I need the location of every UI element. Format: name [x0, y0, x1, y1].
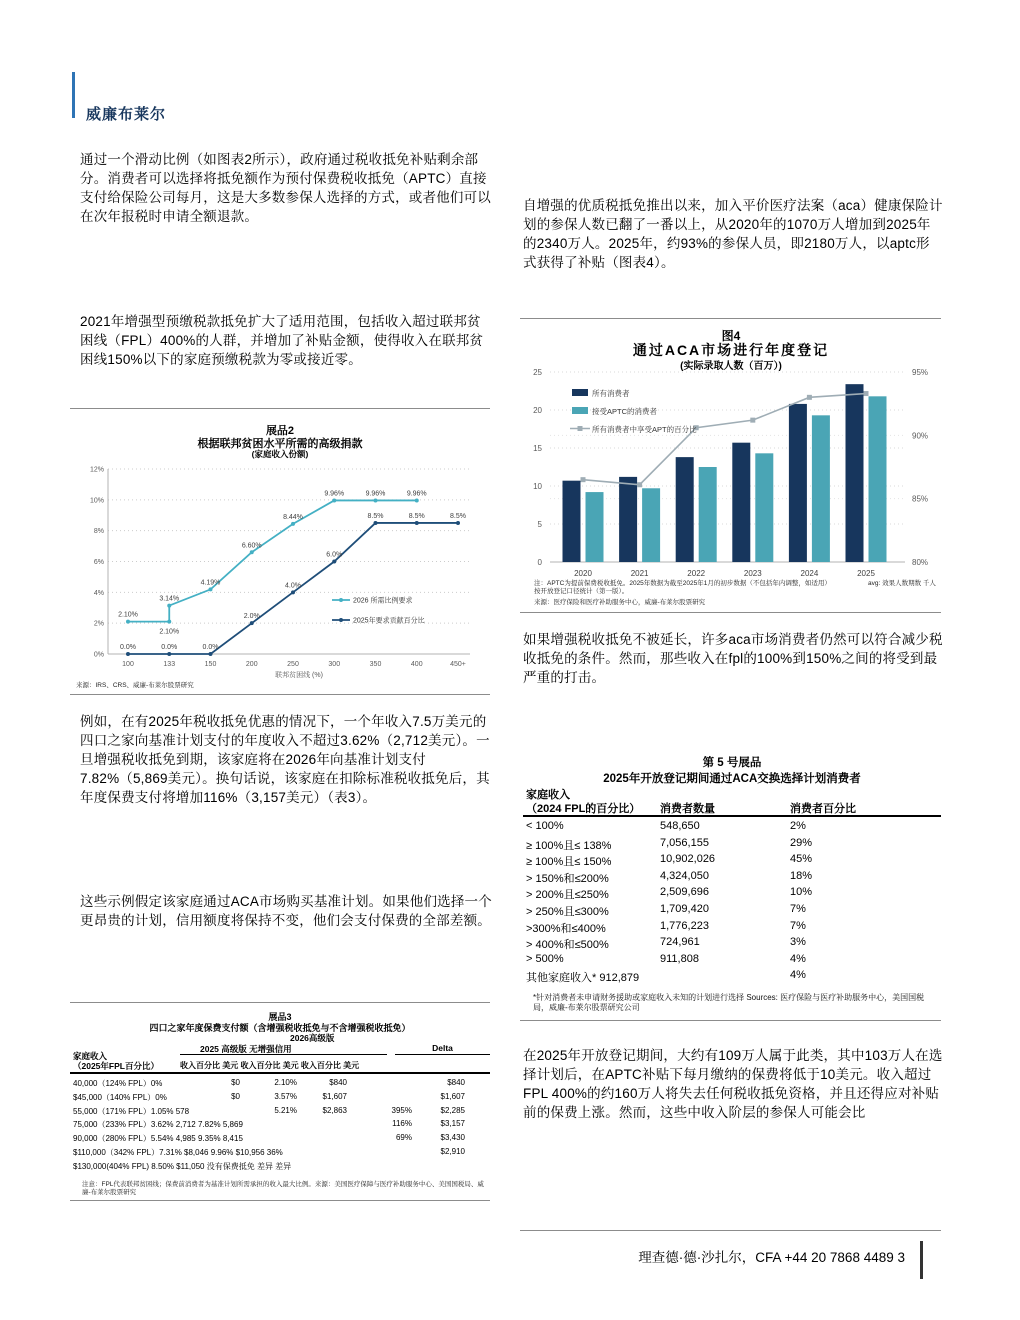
value-cell: $1,607	[322, 1091, 347, 1101]
income-range-cell: > 200%且≤250%	[526, 889, 609, 902]
figure4-title: 通过ACA市场进行年度登记	[632, 342, 830, 358]
svg-text:95%: 95%	[912, 368, 929, 377]
income-label-cell: 75,000（233% FPL）3.62% 2,712 7.82% 5,869	[73, 1120, 243, 1130]
exhibit2-subtitle: (家庭收入份额)	[251, 449, 309, 459]
consumer-pct-cell: 7%	[790, 903, 806, 915]
value-cell: 5.21%	[274, 1105, 297, 1115]
svg-text:300: 300	[328, 661, 341, 668]
value-cell: $840	[447, 1078, 465, 1087]
exhibit5-footnote: *针对消费者未申请财务援助或家庭收入未知的计划进行选择 Sources: 医疗保险与医疗补助服务中心，美国国税局，威廉-布莱尔股票研究公司	[533, 993, 925, 1012]
exhibit3-group-2026: 2026高级版	[290, 1033, 335, 1043]
left-paragraph-3: 例如，在有2025年税收抵免优惠的情况下，一个年收入7.5万美元的四口之家向基准计划支付的年度收入不超过3.62%（2,712美元）。一旦增强税收抵免到期，该家庭将在2026年向基准计划支付7.82%（5,869美元）。换句话说，该家庭在扣除标准税收抵免后，其年度保费支付将增加116%（3,157美元）（表3）。	[80, 714, 490, 805]
figure4-chart	[520, 362, 942, 578]
divider	[70, 1200, 490, 1201]
exhibit2-chart	[70, 460, 490, 682]
income-range-cell: ≥ 100%且≤ 138%	[526, 839, 612, 852]
exhibit5-header-income-2: （2024 FPL的百分比）	[526, 803, 641, 815]
svg-text:85%: 85%	[912, 494, 929, 504]
svg-text:2025: 2025	[857, 569, 875, 578]
svg-text:所有消费者: 所有消费者	[592, 389, 630, 398]
svg-text:200: 200	[245, 661, 258, 668]
exhibit3-label: 展品3	[268, 1012, 292, 1022]
svg-text:2.0%: 2.0%	[243, 613, 260, 621]
svg-text:6.60%: 6.60%	[241, 542, 262, 550]
group-underline	[180, 1054, 387, 1055]
figure4-note-right: avg: 效果人数期数 千人	[868, 580, 936, 587]
svg-text:15: 15	[533, 444, 542, 453]
income-range-cell: > 250%且≤300%	[526, 906, 609, 918]
value-cell: $0	[231, 1091, 240, 1101]
svg-text:所有消费者中享受APT的百分比: 所有消费者中享受APT的百分比	[592, 425, 697, 434]
svg-text:150: 150	[204, 661, 217, 668]
right-paragraph-2: 如果增强税收抵免不被延长，许多aca市场消费者仍然可以符合减少税收抵免的条件。然而，那些收入在fpl的100%到150%之间的将受到最严重的打击。	[523, 632, 943, 685]
value-cell: 116%	[392, 1119, 412, 1129]
svg-text:接受APTC的消费者: 接受APTC的消费者	[592, 407, 658, 416]
income-range-cell: >300%和≤400%	[526, 922, 606, 935]
consumer-count-cell: 10,902,026	[660, 853, 716, 866]
value-cell: $2,910	[440, 1147, 465, 1156]
exhibit3-header-income-1: 家庭收入	[73, 1051, 108, 1061]
svg-text:100: 100	[122, 661, 134, 668]
svg-text:9.96%: 9.96%	[365, 490, 386, 498]
svg-text:0.0%: 0.0%	[161, 644, 178, 651]
figure4-note: 注：APTC为提前保费税收抵免。2025年数据为截至2025年1月的初步数据（不包括年内调整，如适用）按开放登记口径统计（第一版）。	[534, 580, 831, 595]
svg-text:12%: 12%	[89, 466, 104, 474]
footer-divider	[520, 1230, 941, 1231]
consumer-count-cell: 7,056,155	[660, 836, 709, 849]
svg-text:10: 10	[533, 482, 542, 491]
svg-text:450+: 450+	[450, 661, 466, 668]
consumer-count-cell: 1,776,223	[660, 919, 709, 932]
exhibit5-header-qty: 消费者数量	[660, 803, 715, 815]
svg-text:80%: 80%	[912, 558, 929, 567]
consumer-pct-cell: 7%	[790, 919, 806, 932]
exhibit5-header-pct: 消费者百分比	[790, 803, 856, 815]
svg-text:4%: 4%	[93, 589, 104, 597]
left-paragraph-4: 这些示例假定该家庭通过ACA市场购买基准计划。如果他们选择一个更昂贵的计划，信用额度将保持不变，他们会支付保费的全部差额。	[80, 894, 492, 928]
consumer-pct-cell: 4%	[790, 969, 806, 982]
right-paragraph-3: 在2025年开放登记期间，大约有109万人属于此类，其中103万人在选择计划后，在APTC补贴下每月缴纳的保费将低于10美元。收入超过FPL 400%的约160万人将失去任何税收抵免资格，并且还得应对补贴前的保费上涨。然而，这些中收入阶层的参保人可能会比	[523, 1048, 943, 1120]
group-underline	[395, 1054, 490, 1055]
svg-text:9.96%: 9.96%	[406, 490, 427, 498]
svg-text:8.44%: 8.44%	[283, 513, 303, 521]
income-range-cell: > 500%	[526, 952, 564, 965]
svg-text:2020: 2020	[574, 569, 592, 578]
exhibit5-block	[523, 748, 941, 1022]
svg-text:9.96%: 9.96%	[324, 490, 345, 498]
exhibit3-header-income-2: （2025年FPL百分比）	[73, 1061, 159, 1071]
header-underline	[70, 1072, 490, 1074]
svg-text:2%: 2%	[93, 620, 104, 628]
svg-text:4.0%: 4.0%	[285, 582, 301, 590]
svg-text:4.19%: 4.19%	[200, 579, 221, 587]
income-range-cell: < 100%	[526, 820, 564, 832]
svg-text:350: 350	[369, 661, 382, 668]
svg-text:8%: 8%	[93, 528, 104, 536]
consumer-count-cell: 911,808	[660, 952, 699, 965]
divider	[70, 1002, 490, 1003]
consumer-pct-cell: 4%	[790, 952, 806, 965]
svg-text:5: 5	[537, 520, 542, 529]
divider	[520, 1020, 941, 1021]
figure4-label: 图4	[721, 329, 741, 343]
left-paragraph-1: 通过一个滑动比例（如图表2所示），政府通过税收抵免补贴剩余部分。消费者可以选择将抵免额作为预付保费税收抵免（APTC）直接支付给保险公司每月，这是大多数参保人选择的方式，或者他们可以在次年报税时申请全额退款。	[80, 152, 491, 224]
svg-text:8.5%: 8.5%	[408, 512, 425, 520]
divider	[520, 318, 941, 319]
exhibit2-source: 来源：IRS、CRS、威廉-布莱尔股票研究	[76, 682, 194, 689]
value-cell: 2.10%	[274, 1078, 297, 1087]
exhibit5-header-income-1: 家庭收入	[526, 789, 570, 801]
consumer-pct-cell: 2%	[790, 820, 806, 832]
value-cell: $2,863	[322, 1105, 347, 1115]
svg-text:0.0%: 0.0%	[202, 644, 219, 651]
divider	[70, 694, 490, 695]
svg-text:8.5%: 8.5%	[450, 512, 466, 520]
value-cell: $840	[329, 1078, 347, 1087]
svg-text:0%: 0%	[93, 651, 104, 659]
brand-logo: 威廉布莱尔	[86, 106, 167, 123]
svg-text:3.14%: 3.14%	[159, 595, 180, 603]
income-label-cell: 90,000（280% FPL）5.54% 4,985 9.35% 8,415	[73, 1134, 243, 1144]
consumer-pct-cell: 10%	[790, 886, 813, 899]
value-cell: $2,285	[440, 1105, 465, 1115]
left-paragraph-2: 2021年增强型预缴税款抵免扩大了适用范围，包括收入超过联邦贫困线（FPL）400%的人群，并增加了补贴金额，使得收入在联邦贫困线150%以下的家庭预缴税款为零或接近零。	[80, 314, 484, 367]
svg-text:25: 25	[533, 368, 542, 377]
svg-text:90%: 90%	[912, 431, 929, 441]
value-cell: $3,157	[440, 1119, 465, 1129]
consumer-count-cell: 724,961	[660, 936, 700, 949]
svg-text:2021: 2021	[630, 569, 649, 578]
value-cell: $0	[231, 1078, 240, 1087]
svg-text:6.0%: 6.0%	[326, 551, 343, 559]
svg-text:10%: 10%	[89, 497, 104, 505]
brand-accent-bar	[72, 72, 75, 118]
svg-text:2022: 2022	[687, 569, 706, 578]
income-label-cell: $130,000(404% FPL) 8.50% $11,050 没有保费抵免 差异 差异	[73, 1161, 292, 1171]
right-paragraph-1: 自增强的优质税抵免推出以来，加入平价医疗法案（aca）健康保险计划的参保人数已翻了一番以上，从2020年的1070万人增加到2025年的2340万人。2025年，约93%的参保人员，即2180万人，以aptc形式获得了补贴（图表4）。	[523, 198, 943, 270]
value-cell: 69%	[395, 1133, 412, 1143]
divider	[520, 612, 941, 613]
figure4-block	[520, 318, 942, 614]
consumer-count-cell: 548,650	[660, 820, 700, 832]
exhibit2-label: 展品2	[265, 425, 295, 437]
svg-text:250: 250	[287, 661, 299, 668]
exhibit5-label: 第 5 号展品	[702, 757, 762, 769]
footer-author: 理查德·德·沙扎尔，CFA +44 20 7868 4489 3	[638, 1250, 905, 1265]
income-range-cell: ≥ 100%且≤ 150%	[526, 856, 612, 869]
income-label-cell: 40,000（124% FPL）0%	[73, 1079, 163, 1088]
exhibit3-group-delta: Delta	[432, 1043, 453, 1053]
figure4-source: 来源：医疗保险和医疗补助服务中心，威廉-布莱尔股票研究	[534, 599, 706, 606]
income-range-cell: > 400%和≤500%	[526, 939, 609, 952]
exhibit2-title: 根据联邦贫困水平所需的高级捐款	[197, 438, 363, 450]
exhibit3-title: 四口之家年度保费支付额（含增强税收抵免与不含增强税收抵免）	[149, 1023, 411, 1033]
svg-text:2026 所需比例要求: 2026 所需比例要求	[353, 597, 413, 605]
svg-text:400: 400	[410, 661, 423, 668]
figure4-subtitle: (实际录取人数（百万）)	[680, 361, 782, 372]
svg-text:20: 20	[533, 406, 542, 415]
consumer-pct-cell: 45%	[790, 853, 813, 866]
consumer-pct-cell: 29%	[790, 836, 813, 849]
svg-text:联邦贫困线 (%): 联邦贫困线 (%)	[275, 672, 323, 679]
svg-text:0: 0	[537, 558, 542, 567]
income-label-cell: $45,000（140% FPL）0%	[73, 1092, 167, 1102]
income-label-cell: $110,000（342% FPL）7.31% $8,046 9.96% $10,956 36%	[73, 1148, 283, 1157]
svg-text:8.5%: 8.5%	[367, 512, 384, 520]
income-range-cell: 其他家庭收入* 912,879	[526, 972, 640, 985]
consumer-pct-cell: 3%	[790, 936, 806, 949]
svg-text:6%: 6%	[93, 559, 104, 566]
income-label-cell: 55,000（171% FPL）1.05% 578	[73, 1106, 190, 1116]
exhibit3-group-2025: 2025 高级版 无增强信用	[200, 1044, 292, 1054]
exhibit3-sub-headers: 收入百分比 美元 收入百分比 美元 收入百分比 美元	[180, 1061, 360, 1070]
divider	[70, 408, 490, 409]
value-cell: $1,607	[440, 1091, 465, 1101]
consumer-count-cell: 4,324,050	[660, 869, 709, 882]
value-cell: $3,430	[440, 1133, 465, 1143]
exhibit3-block	[70, 1002, 490, 1202]
svg-text:2024: 2024	[800, 569, 819, 578]
svg-text:2.10%: 2.10%	[159, 628, 180, 636]
exhibit5-title: 2025年开放登记期间通过ACA交换选择计划消费者	[603, 773, 861, 785]
svg-text:133: 133	[163, 661, 176, 668]
svg-text:2.10%: 2.10%	[118, 611, 138, 619]
value-cell: 395%	[391, 1105, 412, 1115]
exhibit3-footnote: 注意：FPL代表联邦贫困线；保费前消费者为基准计划所需承担的收入最大比例。来源：美国医疗保障与医疗补助服务中心、美国国税局、威廉-布莱尔股票研究	[82, 1181, 484, 1196]
consumer-count-cell: 2,509,696	[660, 886, 709, 899]
svg-text:0.0%: 0.0%	[120, 644, 136, 651]
header-underline	[523, 815, 941, 817]
svg-text:2025年要求贡献百分比: 2025年要求贡献百分比	[353, 617, 425, 625]
consumer-pct-cell: 18%	[790, 869, 813, 882]
exhibit2-block	[70, 408, 490, 695]
footer-accent-bar	[920, 1241, 923, 1279]
value-cell: 3.57%	[274, 1091, 297, 1101]
consumer-count-cell: 1,709,420	[660, 903, 709, 915]
svg-text:2023: 2023	[743, 569, 762, 578]
income-range-cell: > 150%和≤200%	[526, 872, 609, 885]
